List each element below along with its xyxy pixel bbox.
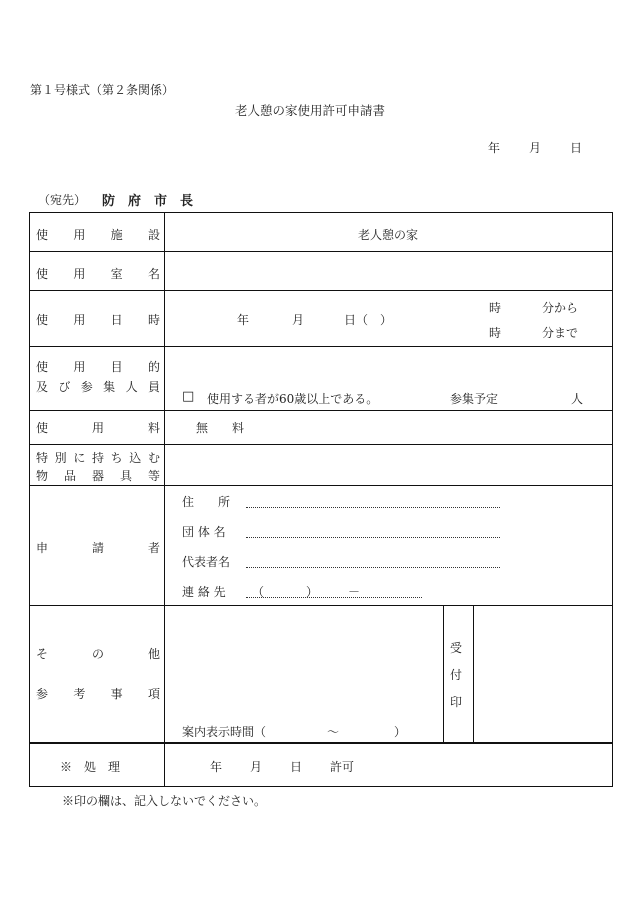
- processing-day: 日: [290, 760, 303, 774]
- contact-label: 連 絡 先: [182, 585, 226, 599]
- label-applicant: 申 請 者: [36, 541, 160, 555]
- expected-attendees-label: 参集予定: [450, 392, 499, 406]
- display-time-tilde: ～: [327, 725, 340, 739]
- datetime-month: 月: [292, 313, 305, 327]
- over60-text: 使用する者が60歳以上である。: [207, 392, 379, 406]
- form-number: 第１号様式（第２条関係）: [30, 83, 175, 97]
- group-field[interactable]: [246, 537, 500, 538]
- datetime-hour-from: 時: [489, 301, 502, 315]
- date-day: 日: [570, 141, 583, 155]
- label-items-line2: 物 品 器 具 等: [36, 469, 160, 483]
- label-facility: 使 用 施 設: [36, 228, 160, 242]
- label-items-line1: 特 別 に 持 ち 込 む: [36, 451, 160, 465]
- contact-dash: －: [348, 585, 361, 599]
- label-datetime: 使 用 日 時: [36, 313, 160, 327]
- datetime-year: 年: [237, 313, 250, 327]
- label-room: 使 用 室 名: [36, 267, 160, 281]
- label-other-line2: 参 考 事 項: [36, 687, 160, 701]
- datetime-day: 日（ ）: [344, 313, 393, 327]
- date-year: 年: [488, 141, 501, 155]
- rep-label: 代表者名: [182, 555, 231, 569]
- address-field[interactable]: [246, 507, 500, 508]
- addressee-prefix: （宛先）: [38, 193, 87, 207]
- stamp-label-3: 印: [450, 695, 463, 709]
- form-title: 老人憩の家使用許可申請書: [235, 103, 386, 118]
- footer-note: ※印の欄は、記入しないでください。: [62, 794, 267, 808]
- persons-unit: 人: [571, 392, 584, 406]
- date-month: 月: [529, 141, 542, 155]
- display-time-close: ）: [394, 725, 407, 739]
- facility-value: 老人憩の家: [358, 228, 419, 242]
- stamp-label-1: 受: [450, 641, 463, 655]
- processing-label: ※ 処 理: [60, 760, 121, 774]
- fee-value: 無 料: [196, 421, 245, 435]
- application-form-table: [29, 212, 613, 787]
- processing-year: 年: [210, 760, 223, 774]
- display-time-label: 案内表示時間（: [182, 725, 267, 739]
- label-purpose-line1: 使 用 目 的: [36, 360, 160, 374]
- label-fee: 使 用 料: [36, 421, 160, 435]
- datetime-hour-to: 時: [489, 326, 502, 340]
- over60-checkbox[interactable]: □: [182, 389, 195, 404]
- datetime-min-from: 分から: [542, 301, 579, 315]
- address-label: 住 所: [182, 495, 231, 509]
- group-label: 団 体 名: [182, 525, 226, 539]
- contact-field[interactable]: [246, 597, 422, 598]
- processing-month: 月: [250, 760, 263, 774]
- processing-permit: 許可: [330, 760, 355, 774]
- datetime-min-to: 分まで: [542, 326, 579, 340]
- contact-open-paren: （: [252, 585, 265, 599]
- rep-field[interactable]: [246, 567, 500, 568]
- label-purpose-line2: 及 び 参 集 人 員: [36, 380, 160, 394]
- contact-close-paren: ）: [306, 585, 319, 599]
- addressee: 防 府 市 長: [102, 194, 194, 209]
- label-other-line1: そ の 他: [36, 647, 160, 661]
- stamp-label-2: 付: [450, 668, 463, 682]
